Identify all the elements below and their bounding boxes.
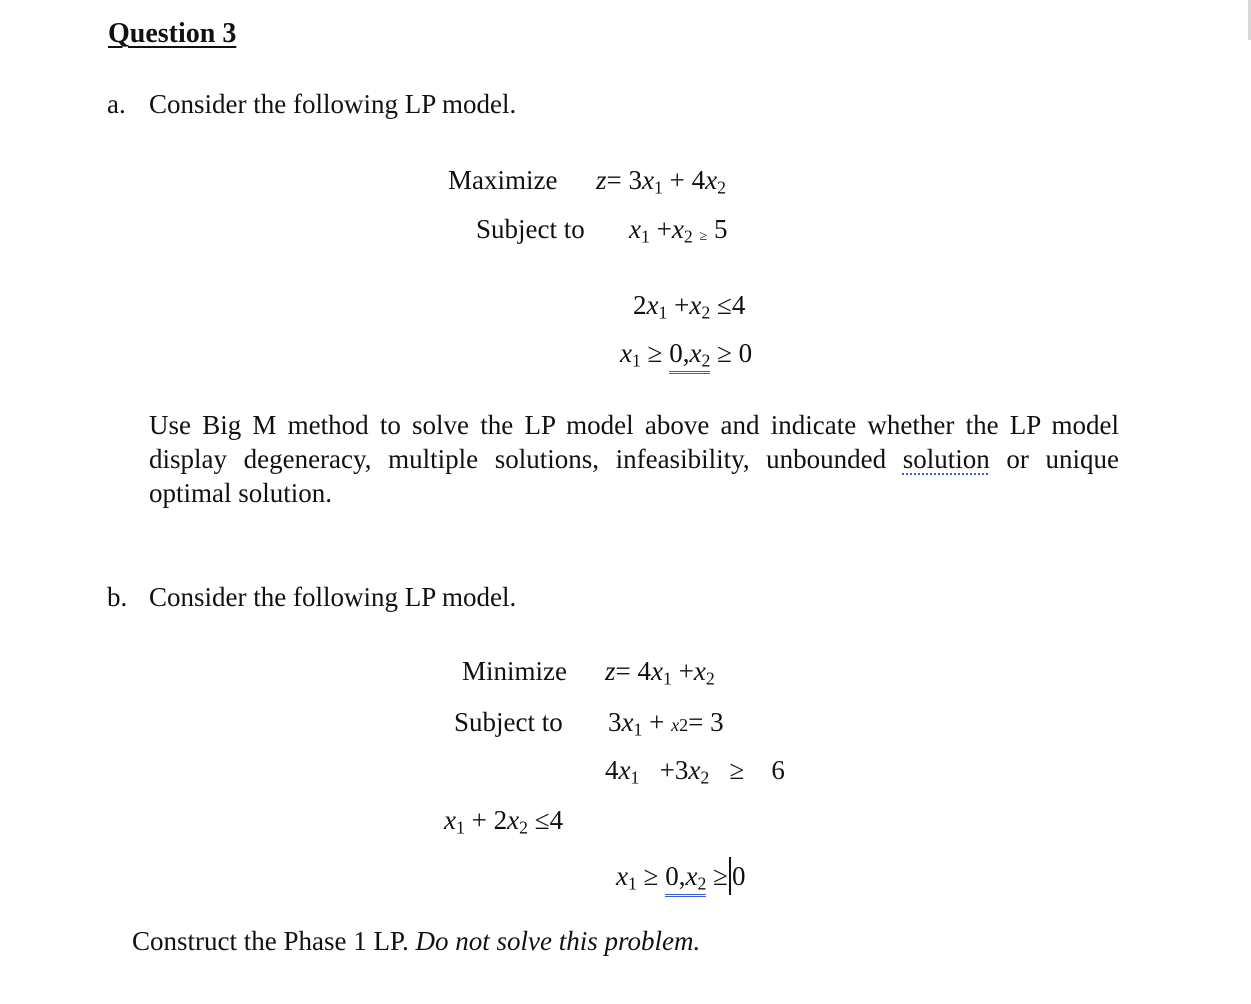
part-a-label: a.: [107, 89, 126, 119]
part-b-constraint-3: $x_1 + 2x_2 \le 4$: [444, 805, 564, 838]
part-b-constraint-2: $4x_1 +3x_2$ ≥ 6: [605, 755, 785, 788]
part-b-objective-function: $z= 4x_1 +x_2$: [605, 656, 715, 689]
part-a-intro: Consider the following LP model.: [149, 89, 517, 119]
part-a-paragraph-flagged-word: solution: [902, 444, 990, 474]
text-cursor: [729, 857, 731, 895]
part-b-instruction: [132, 928, 700, 955]
part-a-paragraph-text-2: or unique optimal solution.: [149, 444, 1119, 508]
part-a-instruction-paragraph: [149, 408, 1119, 510]
part-a-nonnegativity: $x_1 \ge 0,x_2 \ge 0$: [620, 340, 752, 374]
question-heading: Question 3: [108, 18, 237, 49]
part-b-label: b.: [107, 582, 128, 612]
part-b-constraint-1: $3x_1 + x2= 3$: [608, 707, 724, 740]
part-b-objective-label: Minimize: [462, 656, 567, 686]
part-a-constraint-1: $x_1 +x_2 \ge 5$: [629, 214, 728, 247]
part-b-intro: Consider the following LP model.: [149, 582, 517, 612]
part-a-paragraph-text-1: Use Big M method to solve the LP model above and indicate whether the LP model display degeneracy, multiple solutions, infeasibility, unbounded: [149, 410, 1119, 474]
part-a-objective-function: $z= 3x_1 + 4x_2$: [596, 165, 727, 198]
part-b-nonnegativity: $x_1 \ge 0,x_2 \ge 0$: [616, 857, 745, 897]
part-b-subject-label: Subject to: [454, 707, 563, 737]
part-a-constraint-2: $2x_1 +x_2 \le 4$: [633, 290, 746, 323]
part-b-instruction-italic: Do not solve this problem.: [415, 926, 701, 956]
part-a-objective-label: Maximize: [448, 165, 558, 195]
part-a-subject-label: Subject to: [476, 214, 585, 244]
part-b-instruction-plain: Construct the Phase 1 LP.: [132, 926, 409, 956]
